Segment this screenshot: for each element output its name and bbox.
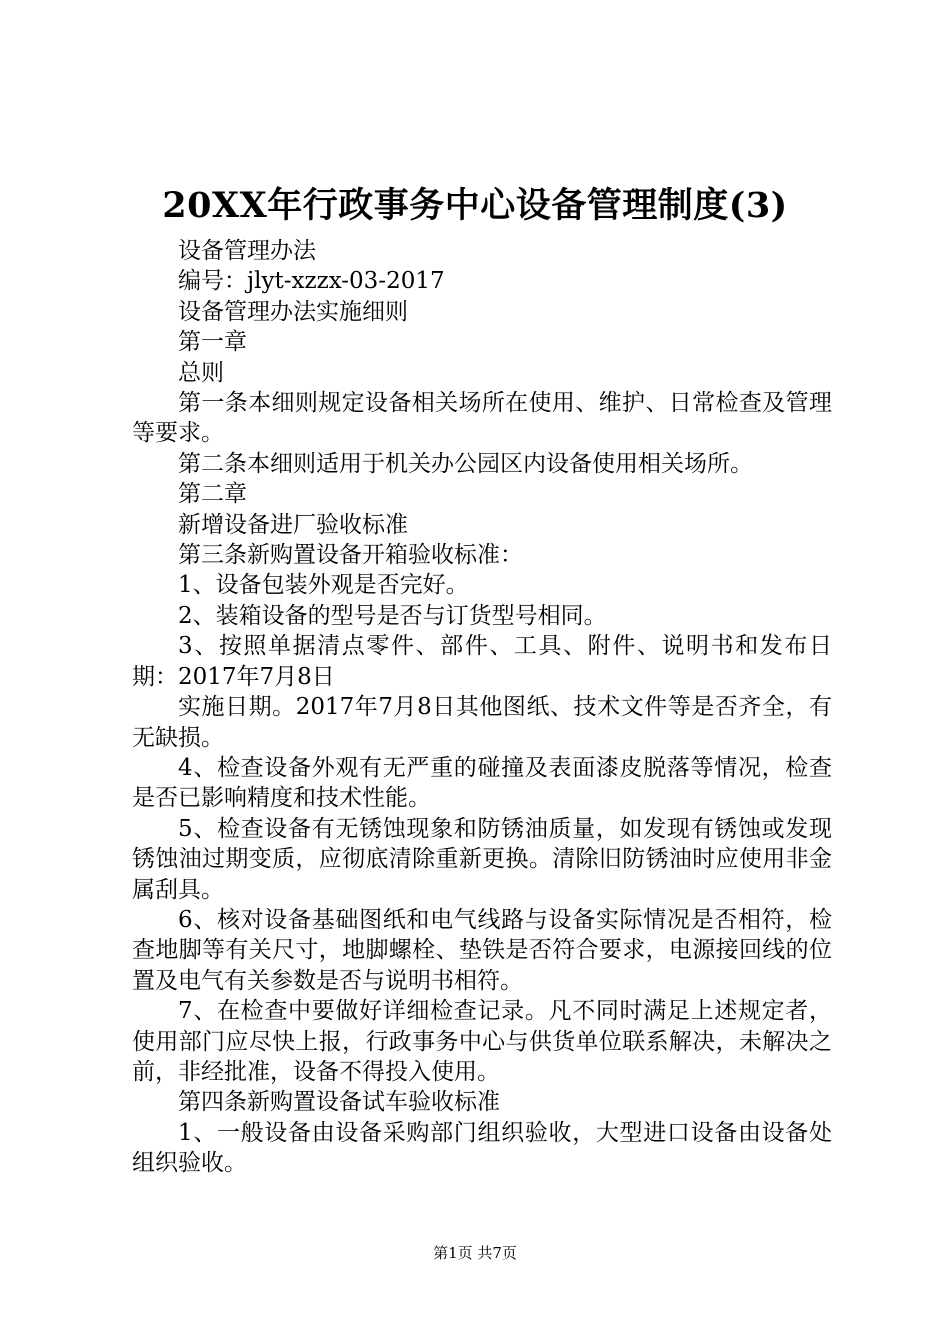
paragraph: 第一条本细则规定设备相关场所在使用、维护、日常检查及管理等要求。 (132, 390, 832, 447)
paragraph: 5、检查设备有无锈蚀现象和防锈油质量，如发现有锈蚀或发现锈蚀油过期变质，应彻底清除重新更换。清除旧防锈油时应使用非金属刮具。 (132, 815, 832, 903)
document-body (132, 236, 832, 1179)
paragraph: 7、在检查中要做好详细检查记录。凡不同时满足上述规定者，使用部门应尽快上报，行政事务中心与供货单位联系解决，未解决之前，非经批准，设备不得投入使用。 (132, 998, 832, 1085)
paragraph: 1、设备包装外观是否完好。 (178, 572, 469, 599)
paragraph: 第一章 (178, 329, 247, 356)
paragraph: 设备管理办法实施细则 (178, 298, 408, 325)
paragraph: 实施日期。2017年7月8日其他图纸、技术文件等是否齐全，有无缺损。 (132, 694, 832, 751)
document-title: 20XX年行政事务中心设备管理制度(3) (162, 185, 788, 226)
paragraph: 6、核对设备基础图纸和电气线路与设备实际情况是否相符，检查地脚等有关尺寸，地脚螺栓、垫铁是否符合要求，电源接回线的位置及电气有关参数是否与说明书相符。 (132, 906, 832, 994)
paragraph: 设备管理办法 (178, 238, 316, 264)
paragraph: 新增设备进厂验收标准 (178, 511, 408, 538)
paragraph: 2、装箱设备的型号是否与订货型号相同。 (178, 602, 607, 629)
paragraph: 4、检查设备外观有无严重的碰撞及表面漆皮脱落等情况，检查是否已影响精度和技术性能。 (132, 754, 832, 812)
paragraph: 1、一般设备由设备采购部门组织验收，大型进口设备由设备处组织验收。 (132, 1119, 832, 1177)
paragraph: 3、按照单据清点零件、部件、工具、附件、说明书和发布日期：2017年7月8日 (132, 633, 832, 690)
paragraph: 第四条新购置设备试车验收标准 (178, 1089, 500, 1116)
paragraph: 第三条新购置设备开箱验收标准： (178, 542, 523, 569)
page-number-footer: 第1页 共7页 (433, 1244, 517, 1262)
paragraph: 编号：jlyt-xzzx-03-2017 (178, 268, 445, 295)
paragraph: 第二条本细则适用于机关办公园区内设备使用相关场所。 (178, 450, 753, 477)
paragraph: 第二章 (178, 481, 247, 508)
paragraph: 总则 (178, 359, 224, 386)
